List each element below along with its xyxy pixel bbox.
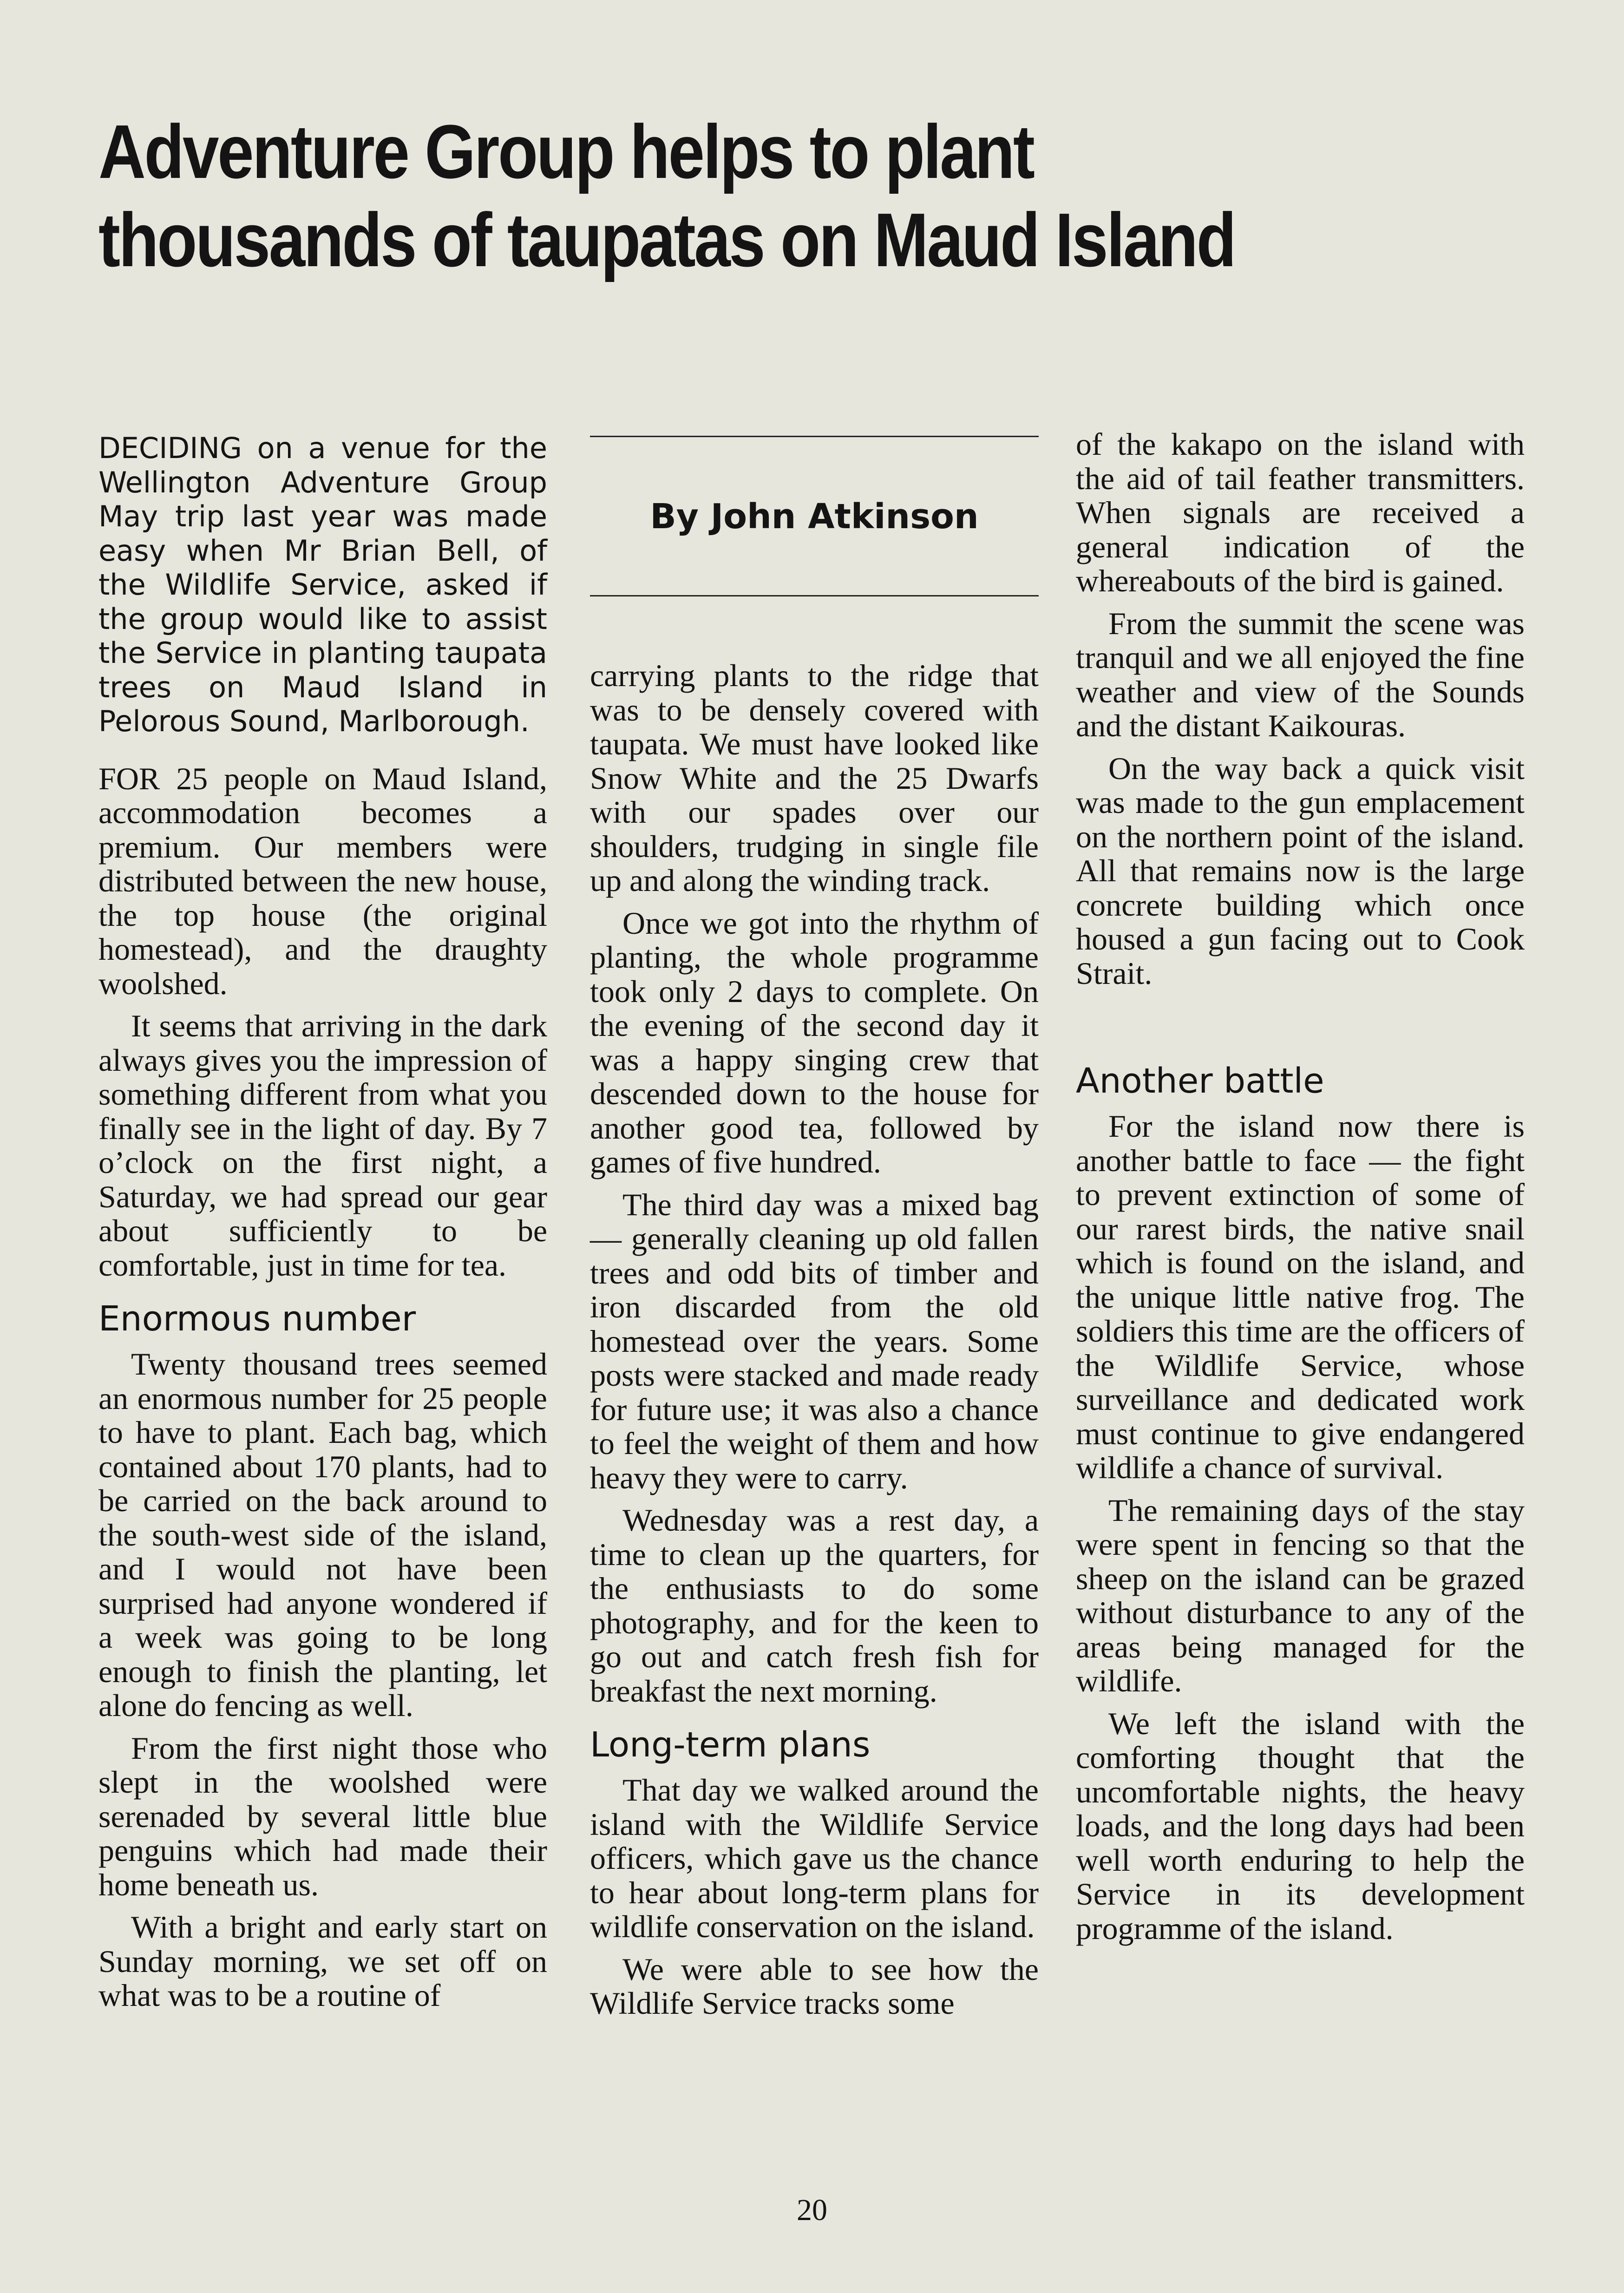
- divider: [590, 436, 1039, 437]
- section-heading-enormous-number: Enormous number: [98, 1299, 416, 1339]
- body-paragraph: It seems that arriving in the dark always gives you the impression of something different from what you finally see in the light of day. By 7 o’clock on the first night, a Saturday, we had spread our gear about sufficiently to be comfortable, just in time for tea.: [98, 1008, 547, 1283]
- body-paragraph: Wednesday was a rest day, a time to clean up the quarters, for the enthusiasts to do some photography, and for the keen to go out and catch fresh fish for breakfast the next morning.: [590, 1502, 1039, 1709]
- column-1: [98, 431, 547, 2021]
- body-paragraph: With a bright and early start on Sunday morning, we set off on what was to be a routine of: [98, 1909, 547, 2013]
- article-headline: Adventure Group helps to plant thousands of taupatas on Maud Island: [98, 109, 1235, 282]
- body-paragraph: On the way back a quick visit was made to the gun emplacement on the northern point of the island. All that remains now is the large concrete building which once housed a gun facing out to Cook Strait.: [1076, 750, 1525, 991]
- body-paragraph: of the kakapo on the island with the aid of tail feather transmitters. When signals are received a general indication of the whereabouts of the bird is gained.: [1076, 426, 1525, 598]
- body-paragraph: Twenty thousand trees seemed an enormous number for 25 people to have to plant. Each bag, which contained about 170 plants, had to be carried on the back around to the south-west side of the island, and I would not have been surprised had anyone wondered if a week was going to be long enough to finish the planting, let alone do fencing as well.: [98, 1346, 547, 1723]
- body-paragraph: We were able to see how the Wildlife Service tracks some: [590, 1951, 1039, 2021]
- intro-paragraph: DECIDING on a venue for the Wellington Adventure Group May trip last year was made easy when Mr Brian Bell, of the Wildlife Service, asked if the group would like to assist the Service in planting taupata trees on Maud Island in Pelorous Sound, Marlborough.: [98, 431, 547, 738]
- divider: [590, 595, 1039, 596]
- body-paragraph: The remaining days of the stay were spent in fencing so that the sheep on the island can be grazed without disturbance to any of the areas being managed for the wildlife.: [1076, 1492, 1525, 1698]
- column-2: [590, 659, 1039, 2029]
- column-3: [1076, 427, 1525, 1954]
- section-heading-long-term-plans: Long-term plans: [590, 1725, 871, 1765]
- body-paragraph: FOR 25 people on Maud Island, accommodation becomes a premium. Our members were distributed between the new house, the top house (the original homestead), and the draughty woolshed.: [98, 760, 547, 1001]
- section-heading-another-battle: Another battle: [1076, 1061, 1324, 1101]
- page-number: 20: [797, 2193, 827, 2227]
- body-paragraph: For the island now there is another battle to face — the fight to prevent extinction of some of our rarest birds, the native snail which is found on the island, and the unique little native frog. The soldiers this time are the officers of the Wildlife Service, whose surveillance and dedicated work must continue to give endangered wildlife a chance of survival.: [1076, 1108, 1525, 1485]
- byline-box: [590, 436, 1039, 596]
- body-paragraph: That day we walked around the island with the Wildlife Service officers, which gave us the chance to hear about long-term plans for wildlife conservation on the island.: [590, 1772, 1039, 1944]
- body-paragraph: From the summit the scene was tranquil and we all enjoyed the fine weather and view of the Sounds and the distant Kaikouras.: [1076, 605, 1525, 743]
- body-paragraph: From the first night those who slept in the woolshed were serenaded by several little blue penguins which had made their home beneath us.: [98, 1730, 547, 1902]
- body-paragraph: carrying plants to the ridge that was to be densely covered with taupata. We must have looked like Snow White and the 25 Dwarfs with our spades over our shoulders, trudging in single file up and along the winding track.: [590, 658, 1039, 898]
- body-paragraph: The third day was a mixed bag — generally cleaning up old fallen trees and odd bits of timber and iron discarded from the old homestead over the years. Some posts were stacked and made ready for future use; it was also a chance to feel the weight of them and how heavy they were to carry.: [590, 1186, 1039, 1495]
- body-paragraph: We left the island with the comforting thought that the uncomfortable nights, the heavy loads, and the long days had been well worth enduring to help the Service in its development programme of the island.: [1076, 1705, 1525, 1946]
- body-paragraph: Once we got into the rhythm of planting, the whole programme took only 2 days to complete. On the evening of the second day it was a happy singing crew that descended down to the house for another good tea, followed by games of five hundred.: [590, 905, 1039, 1179]
- byline: By John Atkinson: [650, 497, 979, 537]
